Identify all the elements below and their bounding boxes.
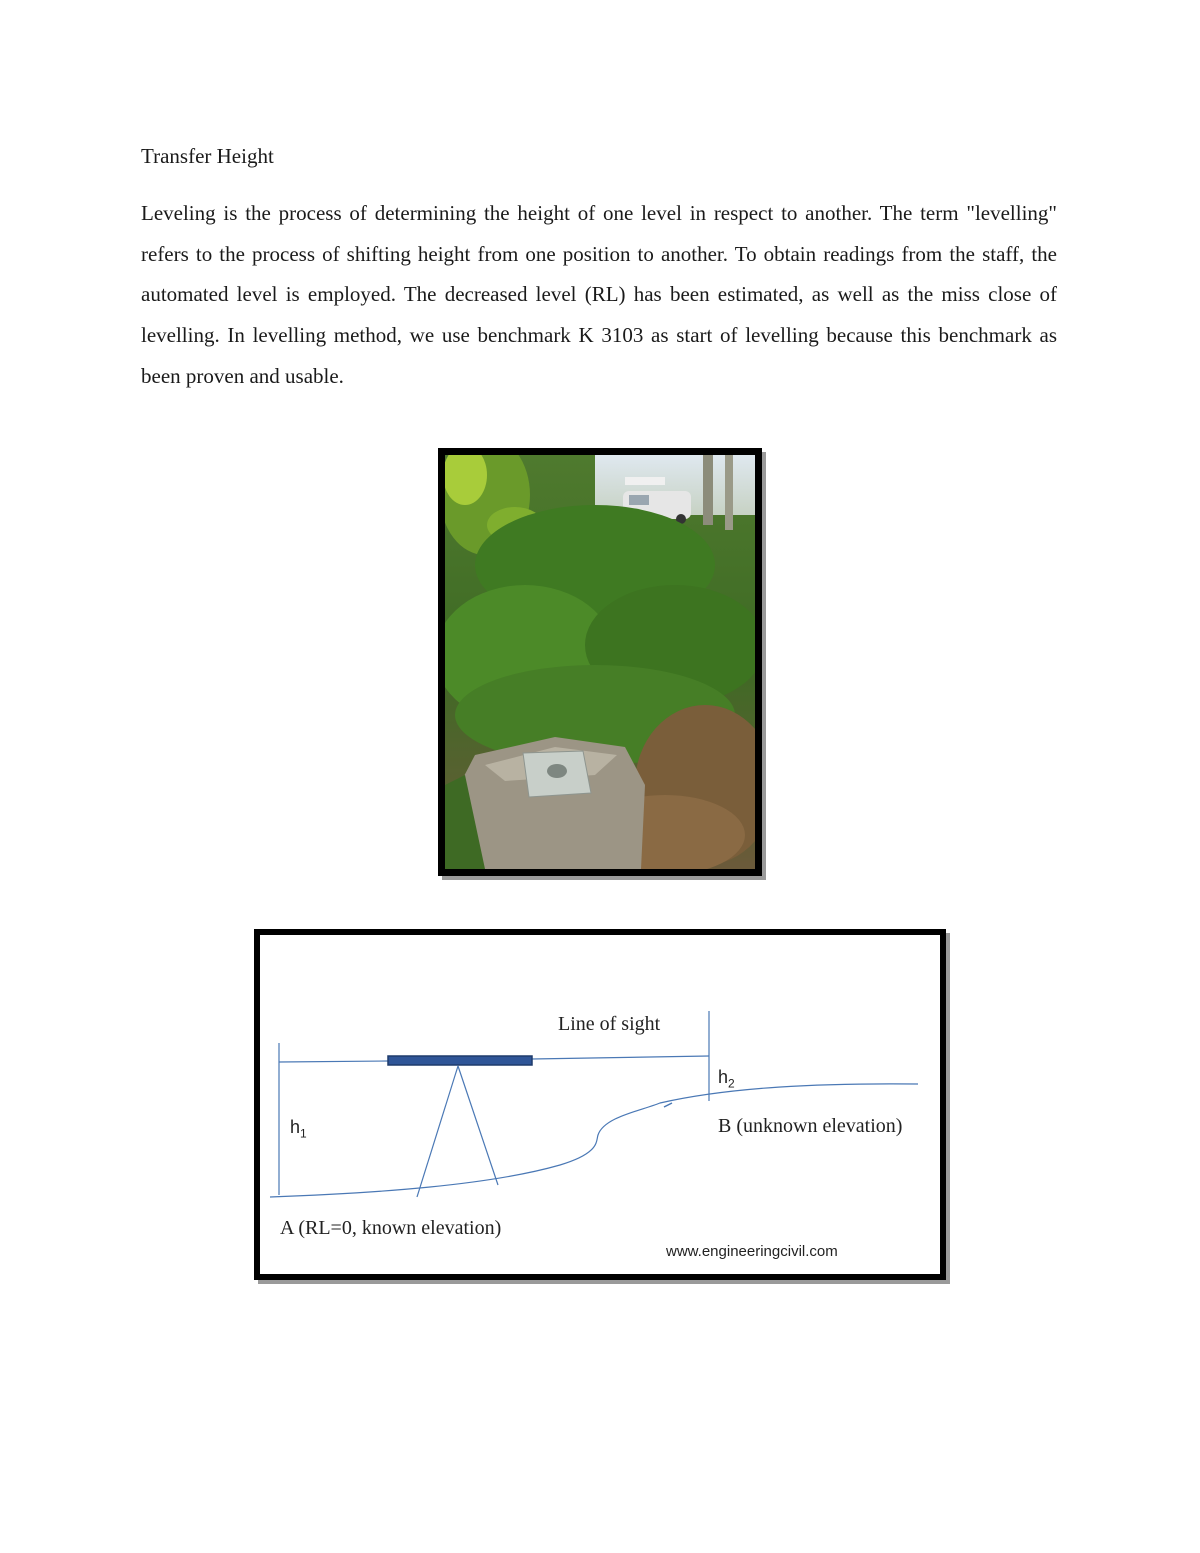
tripod-left-leg: [417, 1066, 458, 1197]
tripod-right-leg: [458, 1066, 498, 1185]
benchmark-photo: [438, 448, 762, 876]
level-instrument: [388, 1056, 532, 1065]
document-heading: Transfer Height: [141, 144, 274, 168]
levelling-diagram: [254, 929, 946, 1280]
point-a-label: A (RL=0, known elevation): [280, 1217, 502, 1239]
h2-label: $h_2$: [718, 1067, 735, 1091]
point-b-label: B (unknown elevation): [718, 1115, 903, 1137]
line-of-sight-right: [532, 1056, 709, 1059]
line-of-sight-left: [279, 1061, 388, 1062]
document-paragraph: Leveling is the process of determining the height of one level in respect to another. The term "levelling" refers to the process of shifting height from one position to another. To obtain readings from the staff, the automated level is employed. The decreased level (RL) has been estimated, as well as the miss close of levelling. In levelling method, we use benchmark K 3103 as start of levelling because this benchmark as been proven and usable.: [141, 201, 1057, 388]
benchmark-photo-image: [445, 455, 755, 869]
website-label: www.engineeringcivil.com: [666, 1243, 838, 1260]
ground-tick: [664, 1103, 672, 1107]
ground-profile: [270, 1084, 918, 1197]
line-of-sight-label: Line of sight: [558, 1013, 661, 1035]
h1-label: $h_1$: [290, 1117, 307, 1141]
